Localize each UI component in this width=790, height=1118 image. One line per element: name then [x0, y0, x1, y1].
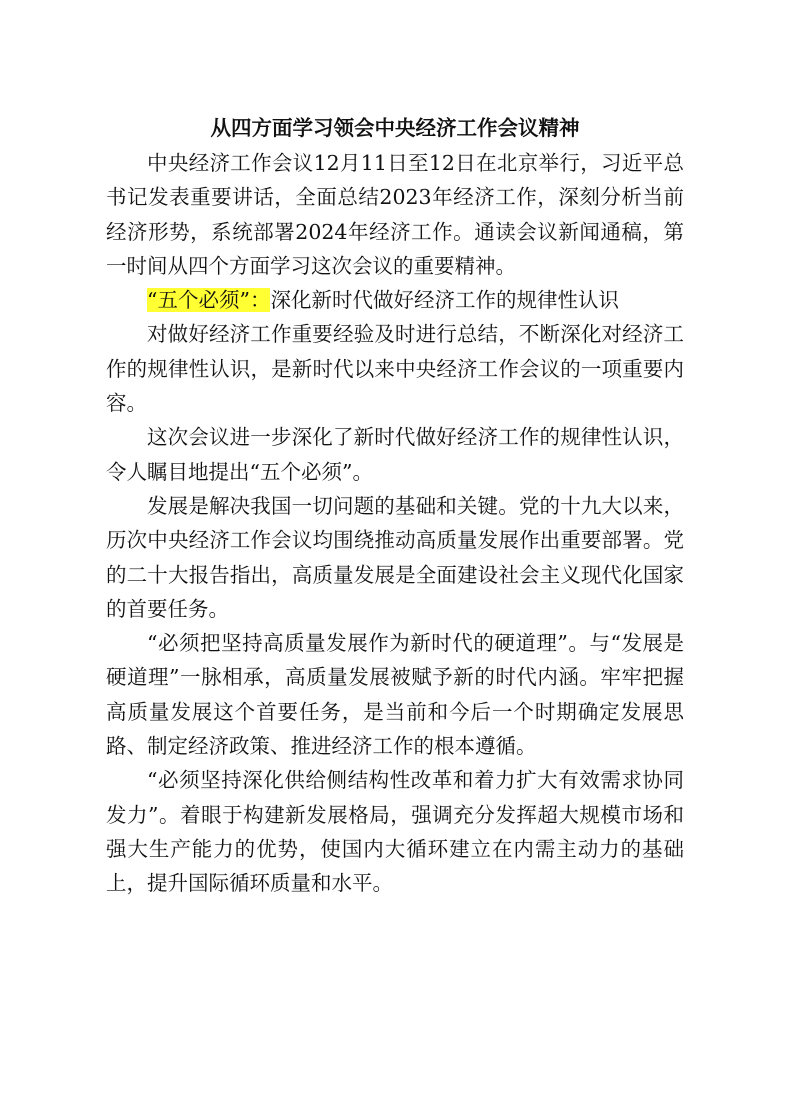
paragraph: 发展是解决我国一切问题的基础和关键。党的十九大以来，历次中央经济工作会议均围绕推动高质量发展作出重要部署。党的二十大报告指出，高质量发展是全面建设社会主义现代化国家的首要任务。: [106, 493, 684, 621]
paragraph-intro: 中央经济工作会议12月11日至12日在北京举行，习近平总书记发表重要讲话，全面总结2023年经济工作，深刻分析当前经济形势，系统部署2024年经济工作。通读会议新闻通稿，第一时间从四个方面学习这次会议的重要精神。: [106, 151, 684, 278]
paragraph: 对做好经济工作重要经验及时进行总结，不断深化对经济工作的规律性认识，是新时代以来中央经济工作会议的一项重要内容。: [106, 322, 684, 416]
section-heading: [106, 283, 684, 317]
section-heading-text: 深化新时代做好经济工作的规律性认识: [270, 288, 619, 313]
paragraph: “必须把坚持高质量发展作为新时代的硬道理”。与“发展是硬道理”一脉相承，高质量发展被赋予新的时代内涵。牢牢把握高质量发展这个首要任务，是当前和今后一个时期确定发展思路、制定经济政策、推进经济工作的根本遵循。: [106, 631, 684, 759]
document-body: [106, 146, 684, 901]
paragraph: 这次会议进一步深化了新时代做好经济工作的规律性认识，令人瞩目地提出“五个必须”。: [106, 425, 684, 484]
document-title: 从四方面学习领会中央经济工作会议精神: [210, 116, 580, 140]
highlighted-phrase: “五个必须”：: [147, 288, 271, 313]
paragraph: “必须坚持深化供给侧结构性改革和着力扩大有效需求协同发力”。着眼于构建新发展格局，强调充分发挥超大规模市场和强大生产能力的优势，使国内大循环建立在内需主动力的基础上，提升国际循环质量和水平。: [106, 768, 684, 896]
